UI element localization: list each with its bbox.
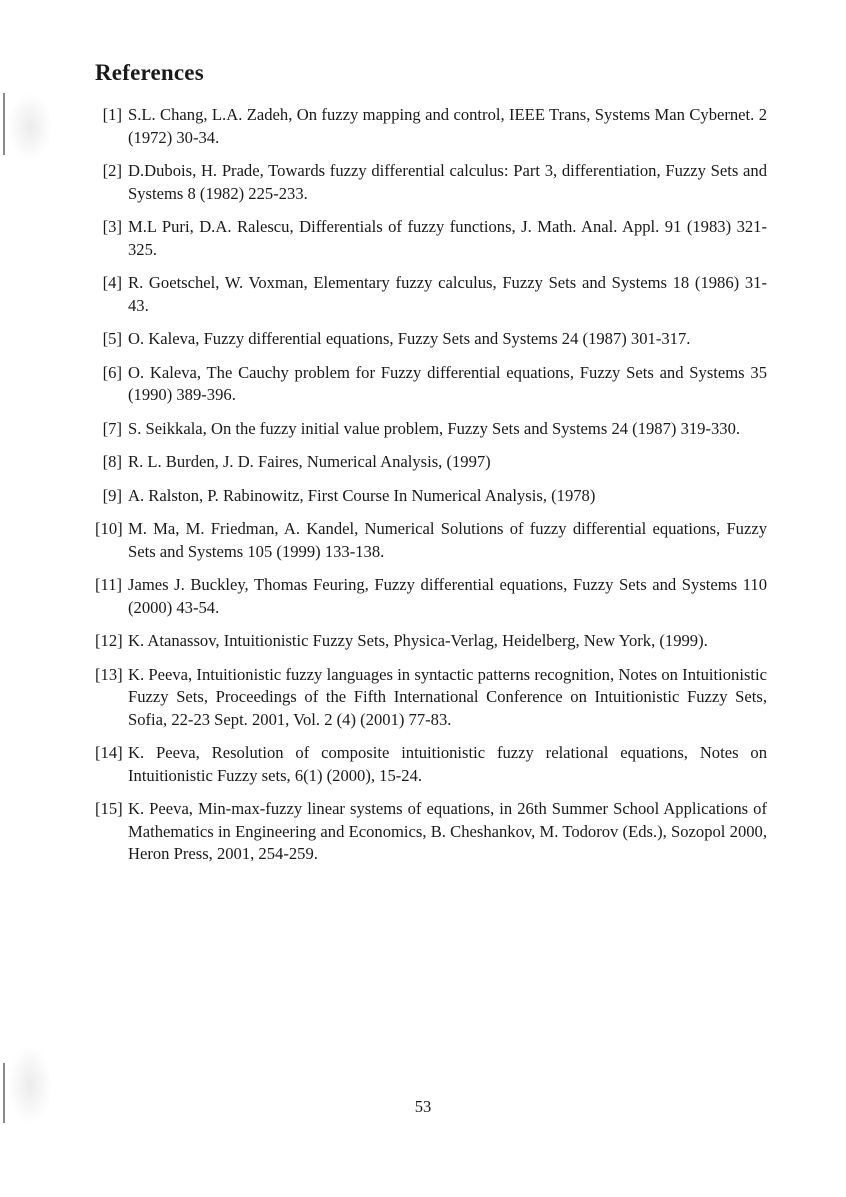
reference-label: [8] — [102, 452, 122, 471]
reference-item — [95, 664, 767, 732]
reference-label: [10] — [95, 519, 123, 538]
reference-item — [95, 485, 767, 508]
references-heading: References — [95, 60, 204, 85]
reference-item — [95, 418, 767, 441]
reference-text: James J. Buckley, Thomas Feuring, Fuzzy differential equations, Fuzzy Sets and Systems 110 (2000) 43-54. — [128, 575, 767, 617]
reference-label: [13] — [95, 664, 123, 684]
reference-label: [7] — [102, 418, 122, 438]
reference-label: [3] — [102, 217, 122, 236]
reference-item — [95, 272, 767, 317]
reference-text: S. Seikkala, On the fuzzy initial value problem, Fuzzy Sets and Systems 24 (1987) 319-330. — [128, 418, 741, 438]
reference-label: [6] — [102, 362, 122, 382]
reference-label: [12] — [95, 631, 123, 650]
reference-text: O. Kaleva, The Cauchy problem for Fuzzy differential equations, Fuzzy Sets and Systems 35 (1990) 389-396. — [128, 362, 767, 404]
reference-label: [2] — [102, 161, 122, 180]
reference-label: [9] — [102, 485, 122, 505]
reference-text: K. Peeva, Resolution of composite intuitionistic fuzzy relational equations, Notes on Intuitionistic Fuzzy sets, 6(1) (2000), 15-24. — [128, 743, 767, 785]
page-number: 53 — [414, 1097, 432, 1116]
reference-label: [5] — [102, 329, 122, 348]
reference-label: [4] — [102, 273, 122, 292]
reference-text: D.Dubois, H. Prade, Towards fuzzy differential calculus: Part 3, differentiation, Fuzzy Sets and Systems 8 (1982) 225-233. — [128, 161, 767, 203]
reference-text: M.L Puri, D.A. Ralescu, Differentials of fuzzy functions, J. Math. Anal. Appl. 91 (1983) 321-325. — [128, 217, 767, 259]
reference-item — [95, 518, 767, 563]
reference-item — [95, 798, 767, 866]
reference-item — [95, 362, 767, 407]
scan-artifact — [3, 93, 5, 155]
reference-item — [95, 216, 767, 261]
scan-artifact — [8, 92, 52, 162]
reference-label: [14] — [95, 743, 123, 762]
reference-text: M. Ma, M. Friedman, A. Kandel, Numerical Solutions of fuzzy differential equations, Fuzzy Sets and Systems 105 (1999) 133-138. — [128, 519, 767, 561]
reference-text: S.L. Chang, L.A. Zadeh, On fuzzy mapping and control, IEEE Trans, Systems Man Cybernet. 2 (1972) 30-34. — [128, 105, 767, 147]
reference-item — [95, 104, 767, 149]
reference-label: [1] — [102, 105, 122, 124]
reference-item — [95, 630, 767, 653]
reference-label: [11] — [95, 575, 123, 594]
reference-label: [15] — [95, 799, 123, 818]
reference-text: K. Peeva, Intuitionistic fuzzy languages in syntactic patterns recognition, Notes on Intuitionistic Fuzzy Sets, Proceedings of the Fifth International Conference on Intuitionistic Fuzzy Sets, Sofia, 22-23 Sept. 2001, Vol. 2 (4) (2001) 77-83. — [128, 664, 767, 729]
reference-text: K. Atanassov, Intuitionistic Fuzzy Sets, Physica-Verlag, Heidelberg, New York, (1999). — [128, 631, 708, 650]
reference-text: K. Peeva, Min-max-fuzzy linear systems of equations, in 26th Summer School Applications of Mathematics in Engineering and Economics, B. Cheshankov, M. Todorov (Eds.), Sozopol 2000, Heron Press, 2001, 254-259. — [128, 799, 767, 863]
reference-item — [95, 742, 767, 787]
reference-text: A. Ralston, P. Rabinowitz, First Course In Numerical Analysis, (1978) — [128, 485, 596, 505]
reference-text: R. L. Burden, J. D. Faires, Numerical Analysis, (1997) — [128, 452, 491, 471]
reference-text: O. Kaleva, Fuzzy differential equations, Fuzzy Sets and Systems 24 (1987) 301-317. — [128, 329, 691, 348]
reference-item — [95, 451, 767, 474]
reference-item — [95, 574, 767, 619]
reference-item — [95, 328, 767, 351]
reference-list — [95, 104, 767, 877]
reference-item — [95, 160, 767, 205]
reference-text: R. Goetschel, W. Voxman, Elementary fuzzy calculus, Fuzzy Sets and Systems 18 (1986) 31-43. — [128, 273, 767, 315]
